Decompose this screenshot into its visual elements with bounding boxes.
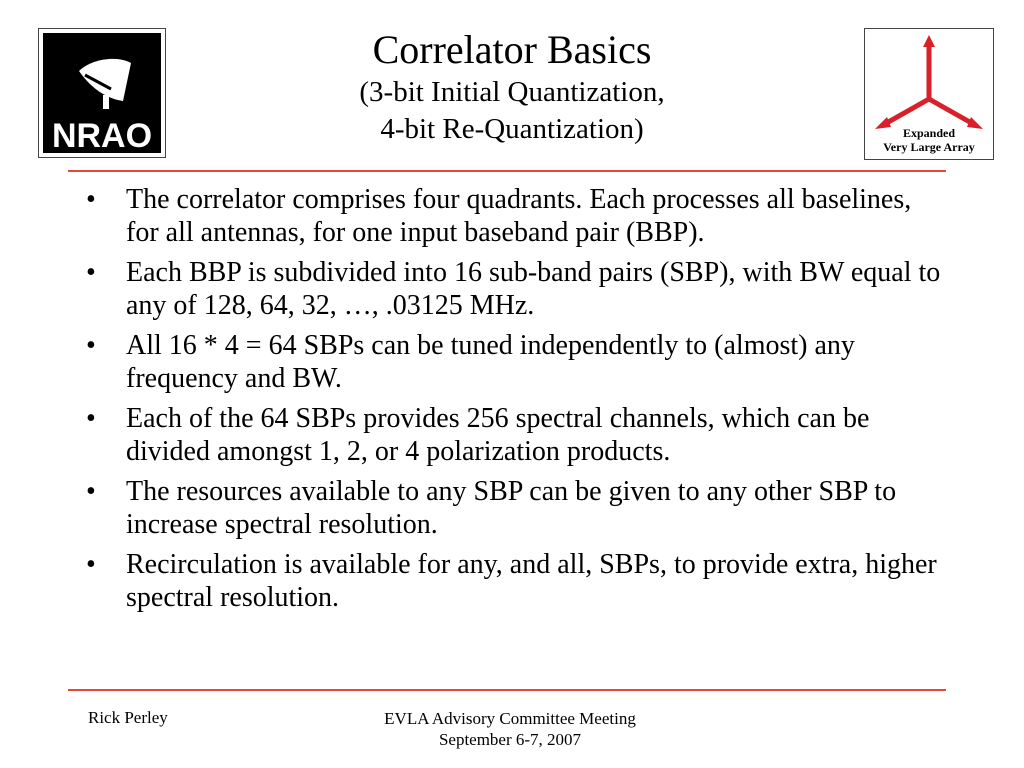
bullet-item (86, 475, 946, 541)
nrao-logo-graphic (39, 29, 165, 157)
title-block (180, 26, 844, 148)
evla-logo-line1: Expanded (902, 126, 956, 140)
evla-logo-graphic (865, 29, 993, 159)
bullet-dot: • (86, 476, 96, 507)
bullet-dot: • (86, 257, 96, 288)
slide-subtitle-line2: 4-bit Re-Quantization) (380, 113, 644, 145)
bullet-item (86, 329, 946, 395)
footer-event-block (340, 708, 680, 750)
bullet-dot: • (86, 330, 96, 361)
slide-title: Correlator Basics (372, 27, 652, 72)
bullet-item (86, 548, 946, 614)
bullet-text: The correlator comprises four quadrants. Each processes all baselines, for all antennas, for one input baseband pair (BBP). (126, 184, 912, 248)
footer-author: Rick Perley (88, 708, 168, 727)
evla-logo (864, 28, 994, 160)
nrao-logo (38, 28, 166, 158)
bullet-dot: • (86, 549, 96, 580)
bullet-text: Recirculation is available for any, and all, SBPs, to provide extra, higher spectral resolution. (126, 549, 937, 613)
bullet-list (86, 183, 946, 621)
bullet-dot: • (86, 403, 96, 434)
top-divider (68, 170, 946, 172)
bullet-text: Each BBP is subdivided into 16 sub-band pairs (SBP), with BW equal to any of 128, 64, 32, …, .03125 MHz. (126, 257, 941, 321)
bullet-text: The resources available to any SBP can be given to any other SBP to increase spectral resolution. (126, 476, 897, 540)
evla-logo-line2: Very Large Array (883, 140, 975, 154)
bullet-dot: • (86, 184, 96, 215)
bullet-text: All 16 * 4 = 64 SBPs can be tuned independently to (almost) any frequency and BW. (126, 330, 855, 394)
bottom-divider (68, 689, 946, 691)
nrao-logo-text: NRAO (51, 117, 153, 155)
bullet-item (86, 256, 946, 322)
bullet-item (86, 183, 946, 249)
bullet-item (86, 402, 946, 468)
footer-date: September 6-7, 2007 (438, 730, 582, 749)
bullet-text: Each of the 64 SBPs provides 256 spectral channels, which can be divided amongst 1, 2, or 4 polarization products. (126, 403, 870, 467)
footer-event: EVLA Advisory Committee Meeting (384, 709, 636, 728)
slide-subtitle-line1: (3-bit Initial Quantization, (359, 76, 665, 108)
